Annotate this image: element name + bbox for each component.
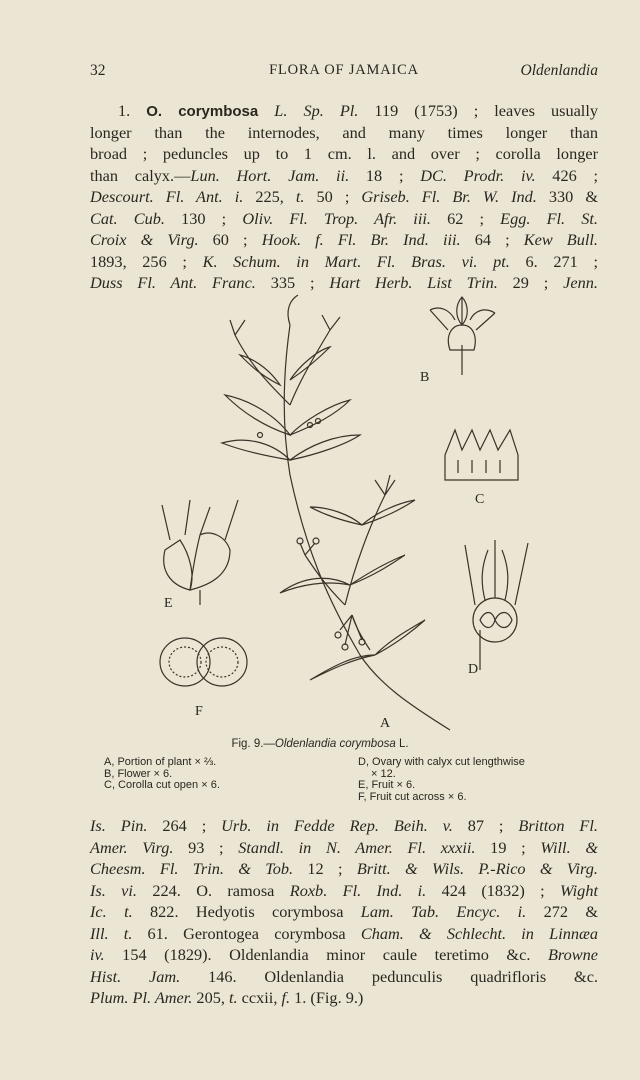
running-title: FLORA OF JAMAICA [269,62,419,78]
entry-line: 1893, 256 ; K. Schum. in Mart. Fl. Bras. vi. pt. 6. 271 ; [90,251,598,271]
ovary-drawing [465,540,528,670]
botanical-illustration [140,285,540,735]
entry-line: iv. 154 (1829). Oldenlandia minor caule teretimo &c. Browne [90,945,598,964]
entry-line: Ic. t. 822. Hedyotis corymbosa Lam. Tab. Encyc. i. 272 & [90,902,599,921]
running-genus: Oldenlandia [520,62,598,79]
entry-line: Cheesm. Fl. Trin. & Tob. 12 ; Britt. & Wils. P.-Rico & Virg. [90,859,598,878]
figure-legend-right [358,757,525,803]
entry-line: Plum. Pl. Amer. 205, t. ccxii, f. 1. (Fig. 9.) [90,988,364,1007]
flower-drawing [430,297,495,375]
entry-line: Ill. t. 61. Gerontogea corymbosa Cham. & Schlecht. in Linnæa [90,923,598,943]
fruit-section-drawing [160,638,247,686]
legend-item: B, Flower × 6. [104,767,173,780]
figure-label-d: D [468,662,479,677]
figure-legend-left [104,757,220,792]
entry-line: Descourt. Fl. Ant. i. 225, t. 50 ; Griseb. Fl. Br. W. Ind. 330 & [90,187,598,206]
species-name: O. corymbosa [146,103,259,120]
entry-line: than calyx.—Lun. Hort. Jam. ii. 18 ; DC. Prodr. iv. 426 ; [90,165,598,185]
fruit-drawing [162,500,238,605]
legend-item: A, Portion of plant × ⅔. [104,756,217,768]
entry-line: Is. Pin. 264 ; Urb. in Fedde Rep. Beih. v. 87 ; Britton Fl. [90,816,598,835]
entry-line: Amer. Virg. 93 ; Standl. in N. Amer. Fl. xxxii. 19 ; Will. & [90,837,598,857]
figure-label-e: E [164,596,173,611]
figure-caption: Fig. 9.—Oldenlandia corymbosa L. [231,738,409,750]
legend-item: F, Fruit cut across × 6. [358,790,467,803]
plant-portion-drawing [222,295,450,730]
species-entry [90,100,598,294]
legend-item: C, Corolla cut open × 6. [104,779,220,791]
page-number: 32 [90,62,106,79]
legend-item: × 12. [371,767,396,780]
legend-item: D, Ovary with calyx cut lengthwise [358,756,525,768]
legend-item: E, Fruit × 6. [358,779,416,791]
entry-line: Duss Fl. Ant. Franc. 335 ; Hart Herb. List Trin. 29 ; Jenn. [90,273,598,292]
corolla-drawing [445,430,518,480]
entry-line: longer than the internodes, and many times longer than [90,122,598,142]
entry-line: Cat. Cub. 130 ; Oliv. Fl. Trop. Afr. iii. 62 ; Egg. Fl. St. [90,208,598,228]
entry-line: Is. vi. 224. O. ramosa Roxb. Fl. Ind. i. 424 (1832) ; Wight [90,880,598,900]
figure-label-a: A [380,716,391,731]
entry-line: broad ; peduncles up to 1 cm. l. and over ; corolla longer [90,144,598,163]
figure-label-c: C [475,492,485,507]
figure-label-f: F [195,704,203,719]
entry-line: 1. O. corymbosa L. Sp. Pl. 119 (1753) ; leaves usually [118,101,598,120]
running-header [90,62,598,84]
entry-line: Hist. Jam. 146. Oldenlandia pedunculis quadrifloris &c. [90,966,598,986]
entry-line: Croix & Virg. 60 ; Hook. f. Fl. Br. Ind. iii. 64 ; Kew Bull. [90,230,598,249]
figure-label-b: B [420,370,430,385]
synonymy-continuation [90,815,598,1009]
